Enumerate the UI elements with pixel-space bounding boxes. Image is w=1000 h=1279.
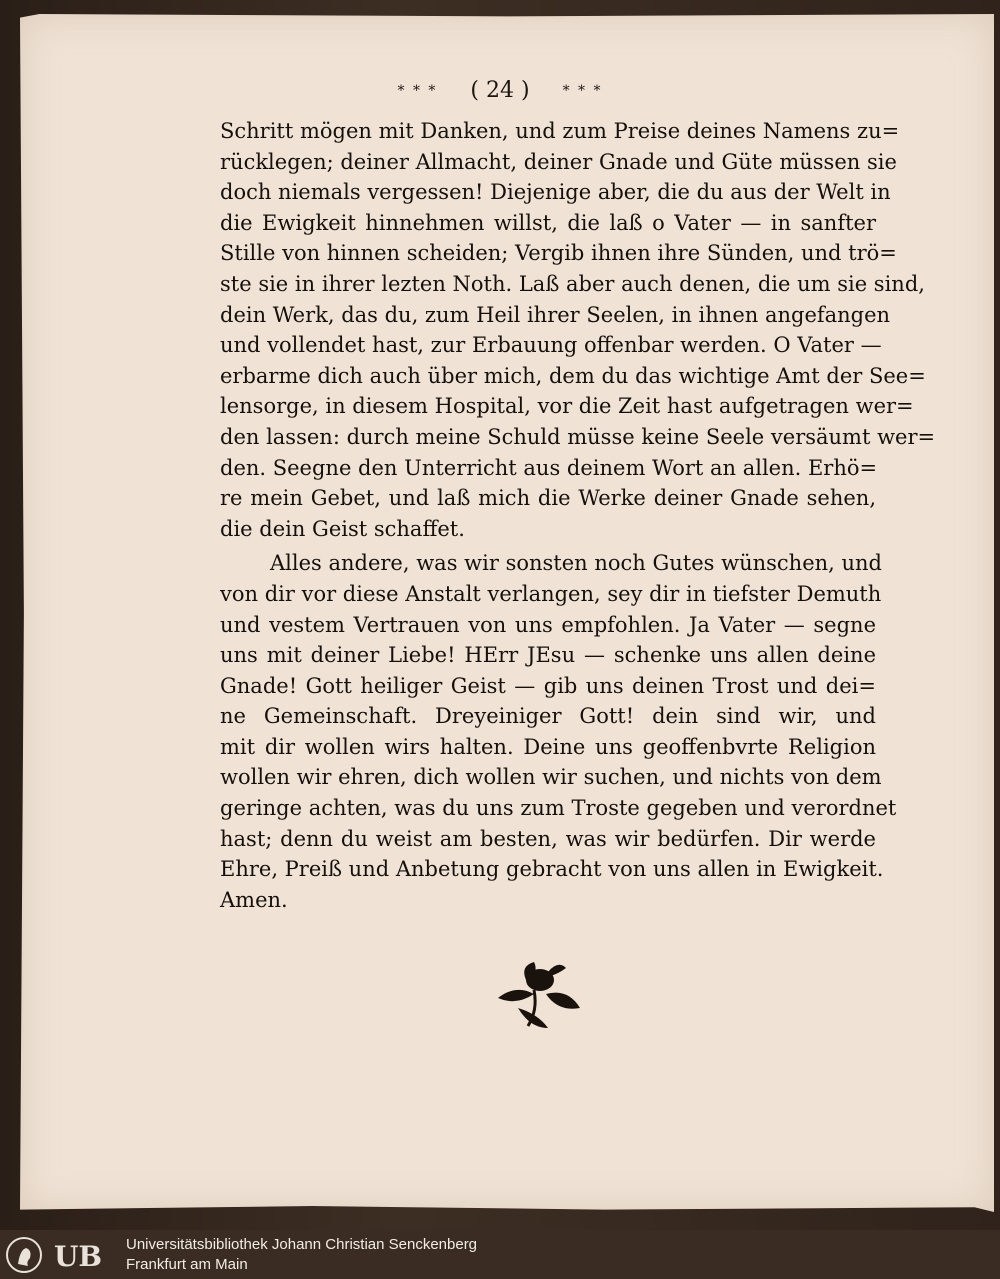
text-line: ne Gemeinschaft. Dreyeiniger Gott! dein sind wir, und (220, 704, 876, 729)
text-line: doch niemals vergessen! Diejenige aber, die du aus der Welt in (220, 180, 891, 205)
library-name-line1: Universitätsbibliothek Johann Christian Senckenberg (126, 1236, 478, 1253)
text-line: erbarme dich auch über mich, dem du das wichtige Amt der See= (220, 363, 926, 388)
paragraph-2 (220, 548, 897, 915)
text-line: Ehre, Preiß und Anbetung gebracht von uns allen in Ewigkeit. (220, 857, 884, 882)
text-line: den. Seegne den Unterricht aus deinem Wort an allen. Erhö= (220, 455, 878, 480)
text-line: Amen. (220, 887, 288, 912)
header-star-ornament-right: * * * (562, 83, 603, 99)
text-line: den lassen: durch meine Schuld müsse keine Seele versäumt wer= (220, 424, 936, 449)
text-line: ste sie in ihrer lezten Noth. Laß aber auch denen, die um sie sind, (220, 271, 925, 296)
text-line: die dein Geist schaffet. (220, 516, 465, 541)
text-line: wollen wir ehren, dich wollen wir suchen, und nichts von dem (220, 765, 882, 790)
text-line: Gnade! Gott heiliger Geist — gib uns deinen Trost und dei= (220, 673, 876, 698)
logo-text: UB (54, 1240, 103, 1273)
text-line: mit dir wollen wirs halten. Deine uns geoffenbvrte Religion (220, 734, 876, 759)
text-line: hast; denn du weist am besten, was wir bedürfen. Dir werde (220, 826, 876, 851)
text-line: Schritt mögen mit Danken, und zum Preise deines Namens zu= (220, 119, 900, 143)
text-line: lensorge, in diesem Hospital, vor die Zeit hast aufgetragen wer= (220, 394, 914, 419)
library-name (126, 1235, 477, 1275)
text-line: rücklegen; deiner Allmacht, deiner Gnade und Güte müssen sie (220, 149, 897, 174)
text-line: Stille von hinnen scheiden; Vergib ihnen ihre Sünden, und trö= (220, 241, 897, 266)
page-header (0, 78, 1000, 103)
paragraph-1 (220, 116, 936, 544)
text-line: von dir vor diese Anstalt verlangen, sey dir in tiefster Demuth (220, 581, 882, 606)
text-line: und vestem Vertrauen von uns empfohlen. Ja Vater — segne (220, 612, 876, 637)
university-library-logo-icon (6, 1234, 116, 1276)
text-line: die Ewigkeit hinnehmen willst, die laß o Vater — in sanfter (220, 210, 876, 235)
text-line: und vollendet hast, zur Erbauung offenbar werden. O Vater — (220, 333, 882, 358)
page-body (220, 116, 936, 915)
text-line: Alles andere, was wir sonsten noch Gutes wünschen, und (270, 551, 882, 576)
text-line: uns mit deiner Liebe! HErr JEsu — schenke uns allen deine (220, 643, 876, 668)
library-name-line2: Frankfurt am Main (126, 1256, 248, 1273)
text-line: dein Werk, das du, zum Heil ihrer Seelen, in ihnen angefangen (220, 302, 891, 327)
text-line: geringe achten, was du uns zum Troste gegeben und verordnet (220, 796, 897, 821)
library-footer-bar (0, 1230, 1000, 1279)
floral-vignette-icon (478, 958, 598, 1032)
header-star-ornament-left: * * * (397, 83, 438, 99)
page-number: ( 24 ) (470, 78, 530, 103)
text-line: re mein Gebet, und laß mich die Werke deiner Gnade sehen, (220, 486, 876, 511)
